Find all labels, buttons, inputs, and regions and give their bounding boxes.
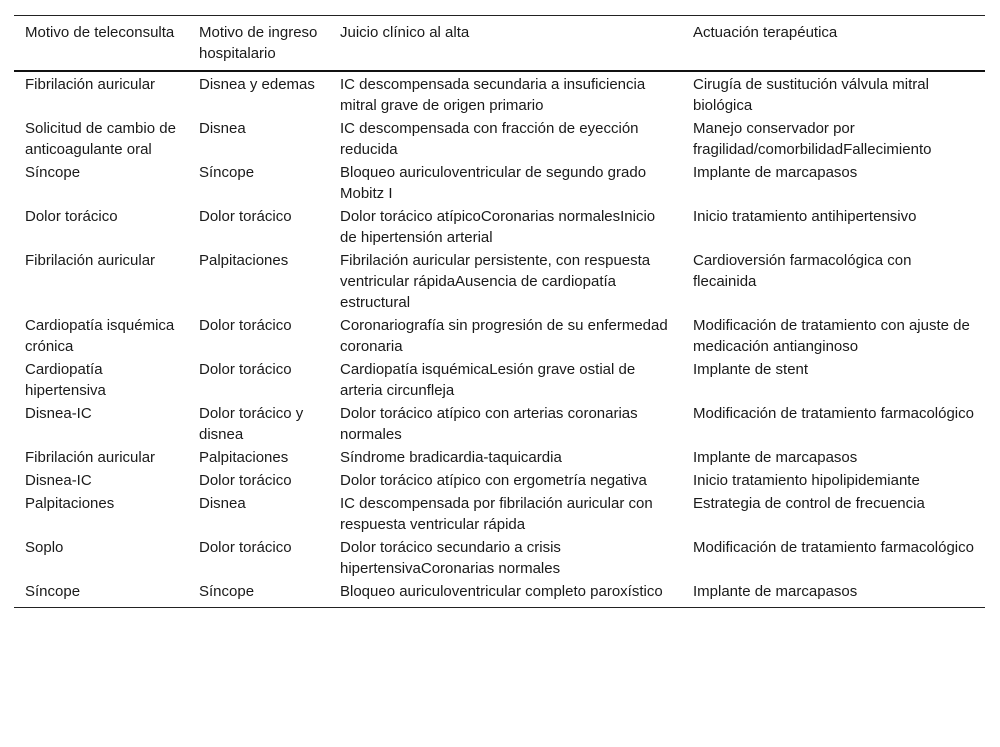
cell-motivo-teleconsulta: Solicitud de cambio de anticoagulante oral <box>25 120 176 158</box>
cell-juicio-clinico: Dolor torácico atípicoCoronarias normalesInicio de hipertensión arterial <box>340 208 656 246</box>
table-body <box>14 71 985 608</box>
cell-juicio-clinico: Coronariografía sin progresión de su enfermedad coronaria <box>340 317 668 355</box>
cell-actuacion-terapeutica: Modificación de tratamiento farmacológico <box>693 405 974 422</box>
cell-actuacion-terapeutica: Inicio tratamiento hipolipidemiante <box>693 472 920 489</box>
table-row <box>14 161 985 205</box>
cell-juicio-clinico: Bloqueo auriculoventricular completo paroxístico <box>340 583 663 600</box>
cell-actuacion-terapeutica: Modificación de tratamiento farmacológico <box>693 539 974 556</box>
cell-motivo-ingreso: Dolor torácico <box>199 208 292 225</box>
cell-juicio-clinico: Dolor torácico secundario a crisis hipertensivaCoronarias normales <box>340 539 561 577</box>
cell-motivo-ingreso: Dolor torácico y disnea <box>199 405 304 443</box>
cell-actuacion-terapeutica: Implante de marcapasos <box>693 583 858 600</box>
cell-motivo-ingreso: Síncope <box>199 583 255 600</box>
header-actuacion-terapeutica: Actuación terapéutica <box>693 24 838 41</box>
cell-juicio-clinico: Bloqueo auriculoventricular de segundo grado Mobitz I <box>340 164 647 202</box>
table-row <box>14 71 985 117</box>
cell-juicio-clinico: Fibrilación auricular persistente, con respuesta ventricular rápidaAusencia de cardiopatía estructural <box>340 252 651 311</box>
cell-motivo-ingreso: Dolor torácico <box>199 361 292 378</box>
cell-motivo-teleconsulta: Cardiopatía hipertensiva <box>25 361 106 399</box>
table-row <box>14 580 985 608</box>
table-row <box>14 536 985 580</box>
table-row <box>14 446 985 469</box>
cell-motivo-ingreso: Dolor torácico <box>199 317 292 334</box>
header-motivo-teleconsulta: Motivo de teleconsulta <box>25 24 175 41</box>
cell-motivo-teleconsulta: Cardiopatía isquémica crónica <box>25 317 175 355</box>
cell-motivo-ingreso: Disnea <box>199 120 246 137</box>
cell-motivo-teleconsulta: Fibrilación auricular <box>25 449 156 466</box>
cell-motivo-ingreso: Disnea y edemas <box>199 76 315 93</box>
cell-motivo-teleconsulta: Soplo <box>25 539 64 556</box>
header-juicio-clinico: Juicio clínico al alta <box>340 24 470 41</box>
table-row <box>14 314 985 358</box>
cell-motivo-teleconsulta: Fibrilación auricular <box>25 76 156 93</box>
clinical-table <box>14 15 985 608</box>
cell-motivo-ingreso: Palpitaciones <box>199 252 289 269</box>
cell-motivo-teleconsulta: Palpitaciones <box>25 495 115 512</box>
table-row <box>14 117 985 161</box>
cell-actuacion-terapeutica: Modificación de tratamiento con ajuste de medicación antianginoso <box>693 317 970 355</box>
header-row <box>14 16 985 72</box>
cell-motivo-ingreso: Dolor torácico <box>199 539 292 556</box>
cell-motivo-teleconsulta: Dolor torácico <box>25 208 118 225</box>
table-row <box>14 469 985 492</box>
cell-motivo-ingreso: Palpitaciones <box>199 449 289 466</box>
cell-motivo-teleconsulta: Síncope <box>25 164 81 181</box>
cell-juicio-clinico: Cardiopatía isquémicaLesión grave ostial de arteria circunfleja <box>340 361 636 399</box>
cell-juicio-clinico: Dolor torácico atípico con ergometría negativa <box>340 472 647 489</box>
header-motivo-ingreso: Motivo de ingreso hospitalario <box>199 24 318 62</box>
cell-juicio-clinico: Síndrome bradicardia-taquicardia <box>340 449 562 466</box>
cell-actuacion-terapeutica: Implante de marcapasos <box>693 449 858 466</box>
cell-actuacion-terapeutica: Estrategia de control de frecuencia <box>693 495 925 512</box>
cell-motivo-ingreso: Disnea <box>199 495 246 512</box>
cell-actuacion-terapeutica: Cirugía de sustitución válvula mitral biológica <box>693 76 929 114</box>
cell-actuacion-terapeutica: Cardioversión farmacológica con flecainida <box>693 252 912 290</box>
cell-motivo-teleconsulta: Síncope <box>25 583 81 600</box>
cell-motivo-teleconsulta: Disnea-IC <box>25 405 92 422</box>
cell-actuacion-terapeutica: Implante de marcapasos <box>693 164 858 181</box>
cell-actuacion-terapeutica: Inicio tratamiento antihipertensivo <box>693 208 917 225</box>
cell-juicio-clinico: IC descompensada con fracción de eyección reducida <box>340 120 639 158</box>
cell-juicio-clinico: IC descompensada por fibrilación auricular con respuesta ventricular rápida <box>340 495 653 533</box>
cell-motivo-ingreso: Dolor torácico <box>199 472 292 489</box>
table-header <box>14 16 985 72</box>
cell-juicio-clinico: IC descompensada secundaria a insuficiencia mitral grave de origen primario <box>340 76 646 114</box>
cell-motivo-ingreso: Síncope <box>199 164 255 181</box>
cell-motivo-teleconsulta: Disnea-IC <box>25 472 92 489</box>
table-row <box>14 492 985 536</box>
cell-juicio-clinico: Dolor torácico atípico con arterias coronarias normales <box>340 405 638 443</box>
table-row <box>14 205 985 249</box>
cell-motivo-teleconsulta: Fibrilación auricular <box>25 252 156 269</box>
table-row <box>14 249 985 314</box>
cell-actuacion-terapeutica: Manejo conservador por fragilidad/comorbilidadFallecimiento <box>693 120 932 158</box>
table-row <box>14 402 985 446</box>
table-row <box>14 358 985 402</box>
cell-actuacion-terapeutica: Implante de stent <box>693 361 809 378</box>
